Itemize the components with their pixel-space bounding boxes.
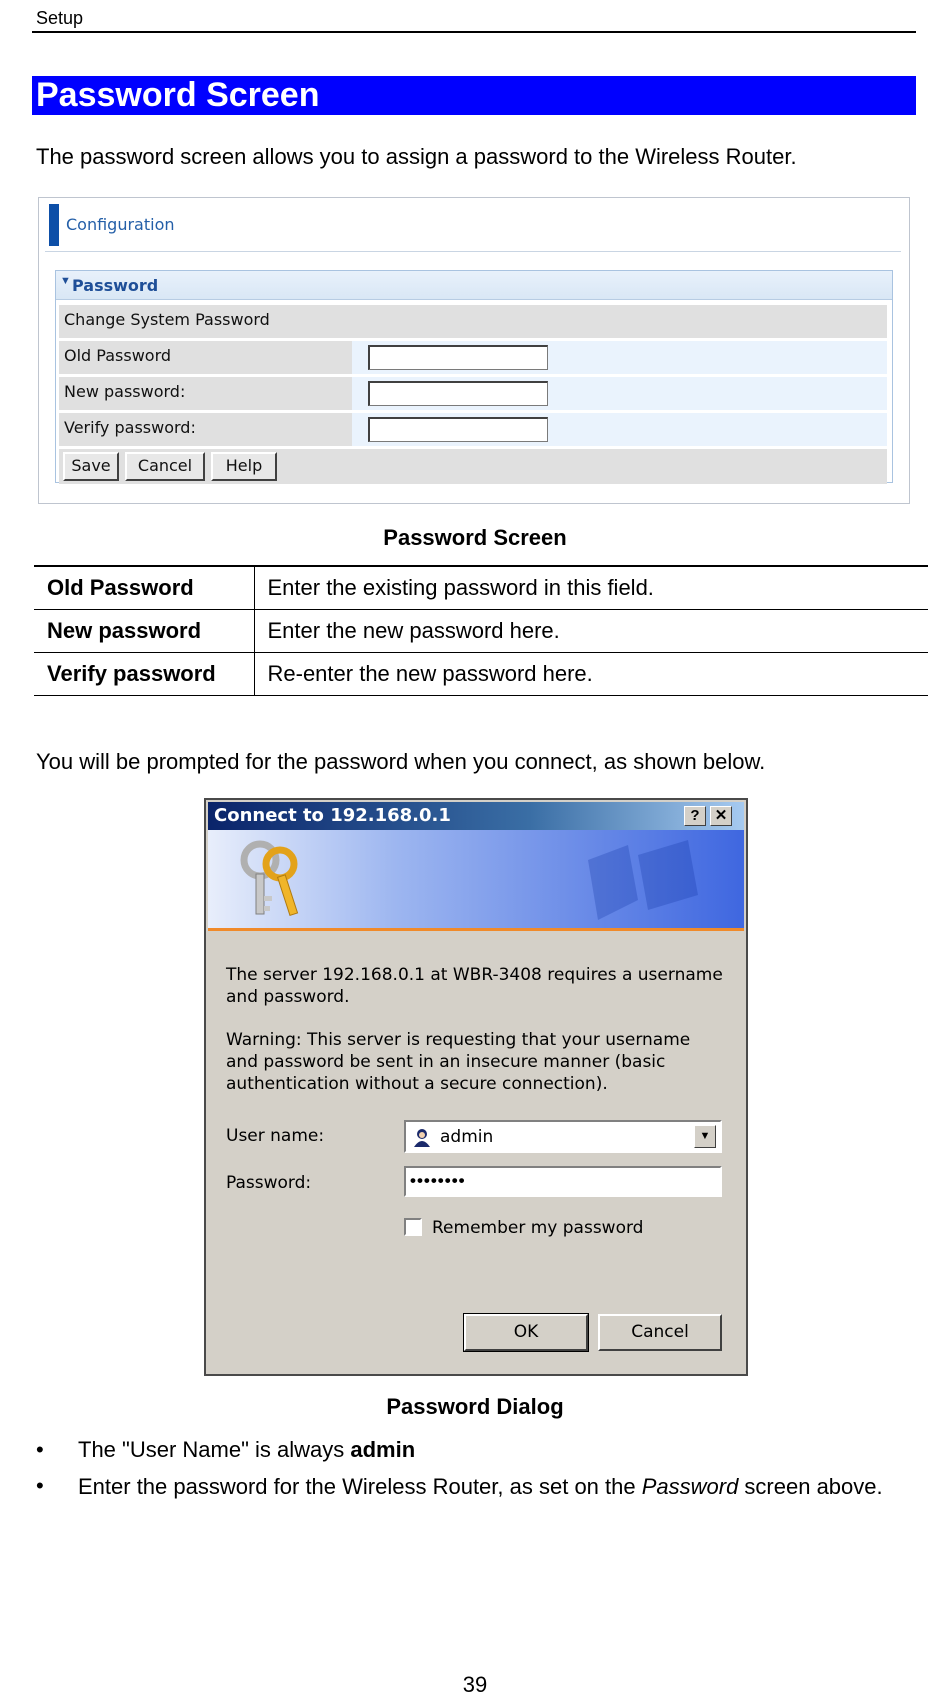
bullet-username-text: The "User Name" is always [78,1437,351,1462]
password-panel-header[interactable] [56,271,892,300]
change-system-password-label: Change System Password [59,305,887,338]
windows-logo-icon [568,840,728,930]
term-old-password: Old Password [34,566,254,609]
help-button[interactable]: Help [211,452,277,481]
bullet-marker: • [36,1437,44,1462]
warning-message [226,1029,726,1095]
bullet-password-tail: screen above. [738,1474,883,1499]
bullet-marker: • [36,1473,44,1498]
config-title: Configuration [66,215,175,234]
verify-password-row [59,413,887,446]
prompt-paragraph: You will be prompted for the password when you connect, as shown below. [36,749,766,774]
new-password-row [59,377,887,410]
close-icon[interactable]: ✕ [710,806,732,826]
term-new-password: New password [34,609,254,652]
desc-old-password: Enter the existing password in this field. [254,566,928,609]
password-dialog [204,798,748,1376]
term-verify-password: Verify password [34,652,254,695]
new-password-input[interactable] [368,381,548,406]
verify-password-input[interactable] [368,417,548,442]
header-rule [32,31,916,33]
save-button[interactable]: Save [63,452,119,481]
warning-text: This server is requesting that your username and password be sent in an insecure manner (basic authentication without a secure connection). [226,1030,691,1094]
password-panel [55,270,893,483]
desc-new-password: Enter the new password here. [254,609,928,652]
dialog-cancel-button[interactable]: Cancel [598,1314,722,1351]
bullet-username-value: admin [350,1437,416,1462]
old-password-row [59,341,887,374]
password-panel-title: Password [72,276,159,295]
help-icon[interactable]: ? [684,806,706,826]
section-heading: Password Screen [32,76,916,115]
figure-caption-dialog: Password Dialog [386,1394,564,1419]
username-value: admin [440,1127,494,1147]
username-label: User name: [226,1126,325,1146]
dialog-titlebar[interactable] [208,802,744,830]
bullet-password [78,1473,898,1501]
figure-caption-screen: Password Screen [383,525,567,550]
password-value: •••••••• [410,1171,466,1190]
new-password-label: New password: [59,377,350,410]
remember-password-checkbox[interactable] [404,1218,422,1236]
chevron-down-icon[interactable]: ▼ [694,1125,716,1148]
table-row [34,652,928,695]
config-accent-bar [49,204,59,246]
bullet-username [78,1437,415,1463]
verify-password-label: Verify password: [59,413,350,446]
user-icon [412,1127,432,1147]
old-password-label: Old Password [59,341,350,374]
caret-down-icon: ▼ [60,275,71,287]
desc-verify-password: Re-enter the new password here. [254,652,928,695]
definition-table [34,565,928,696]
config-button-row [59,449,887,484]
keys-icon [236,838,306,922]
table-row [34,609,928,652]
running-header: Setup [36,8,84,28]
password-input[interactable] [404,1166,722,1197]
dialog-title: Connect to 192.168.0.1 [214,805,451,826]
server-message: The server 192.168.0.1 at WBR-3408 requires a username and password. [226,965,723,1007]
page-number: 39 [462,1672,488,1697]
intro-paragraph: The password screen allows you to assign a password to the Wireless Router. [36,144,797,169]
config-divider [45,251,901,252]
cancel-button[interactable]: Cancel [125,452,205,481]
dialog-banner [208,830,744,931]
password-label: Password: [226,1173,312,1193]
remember-password-label[interactable]: Remember my password [432,1218,644,1238]
username-combobox[interactable] [404,1120,722,1153]
old-password-input[interactable] [368,345,548,370]
change-system-password-row [59,305,887,338]
bullet-password-italic: Password [641,1474,739,1499]
warning-label: Warning: [226,1030,302,1050]
config-screenshot [38,197,910,504]
bullet-password-text: Enter the password for the Wireless Router, as set on the [78,1474,642,1499]
table-row [34,566,928,609]
ok-button[interactable]: OK [464,1314,588,1351]
